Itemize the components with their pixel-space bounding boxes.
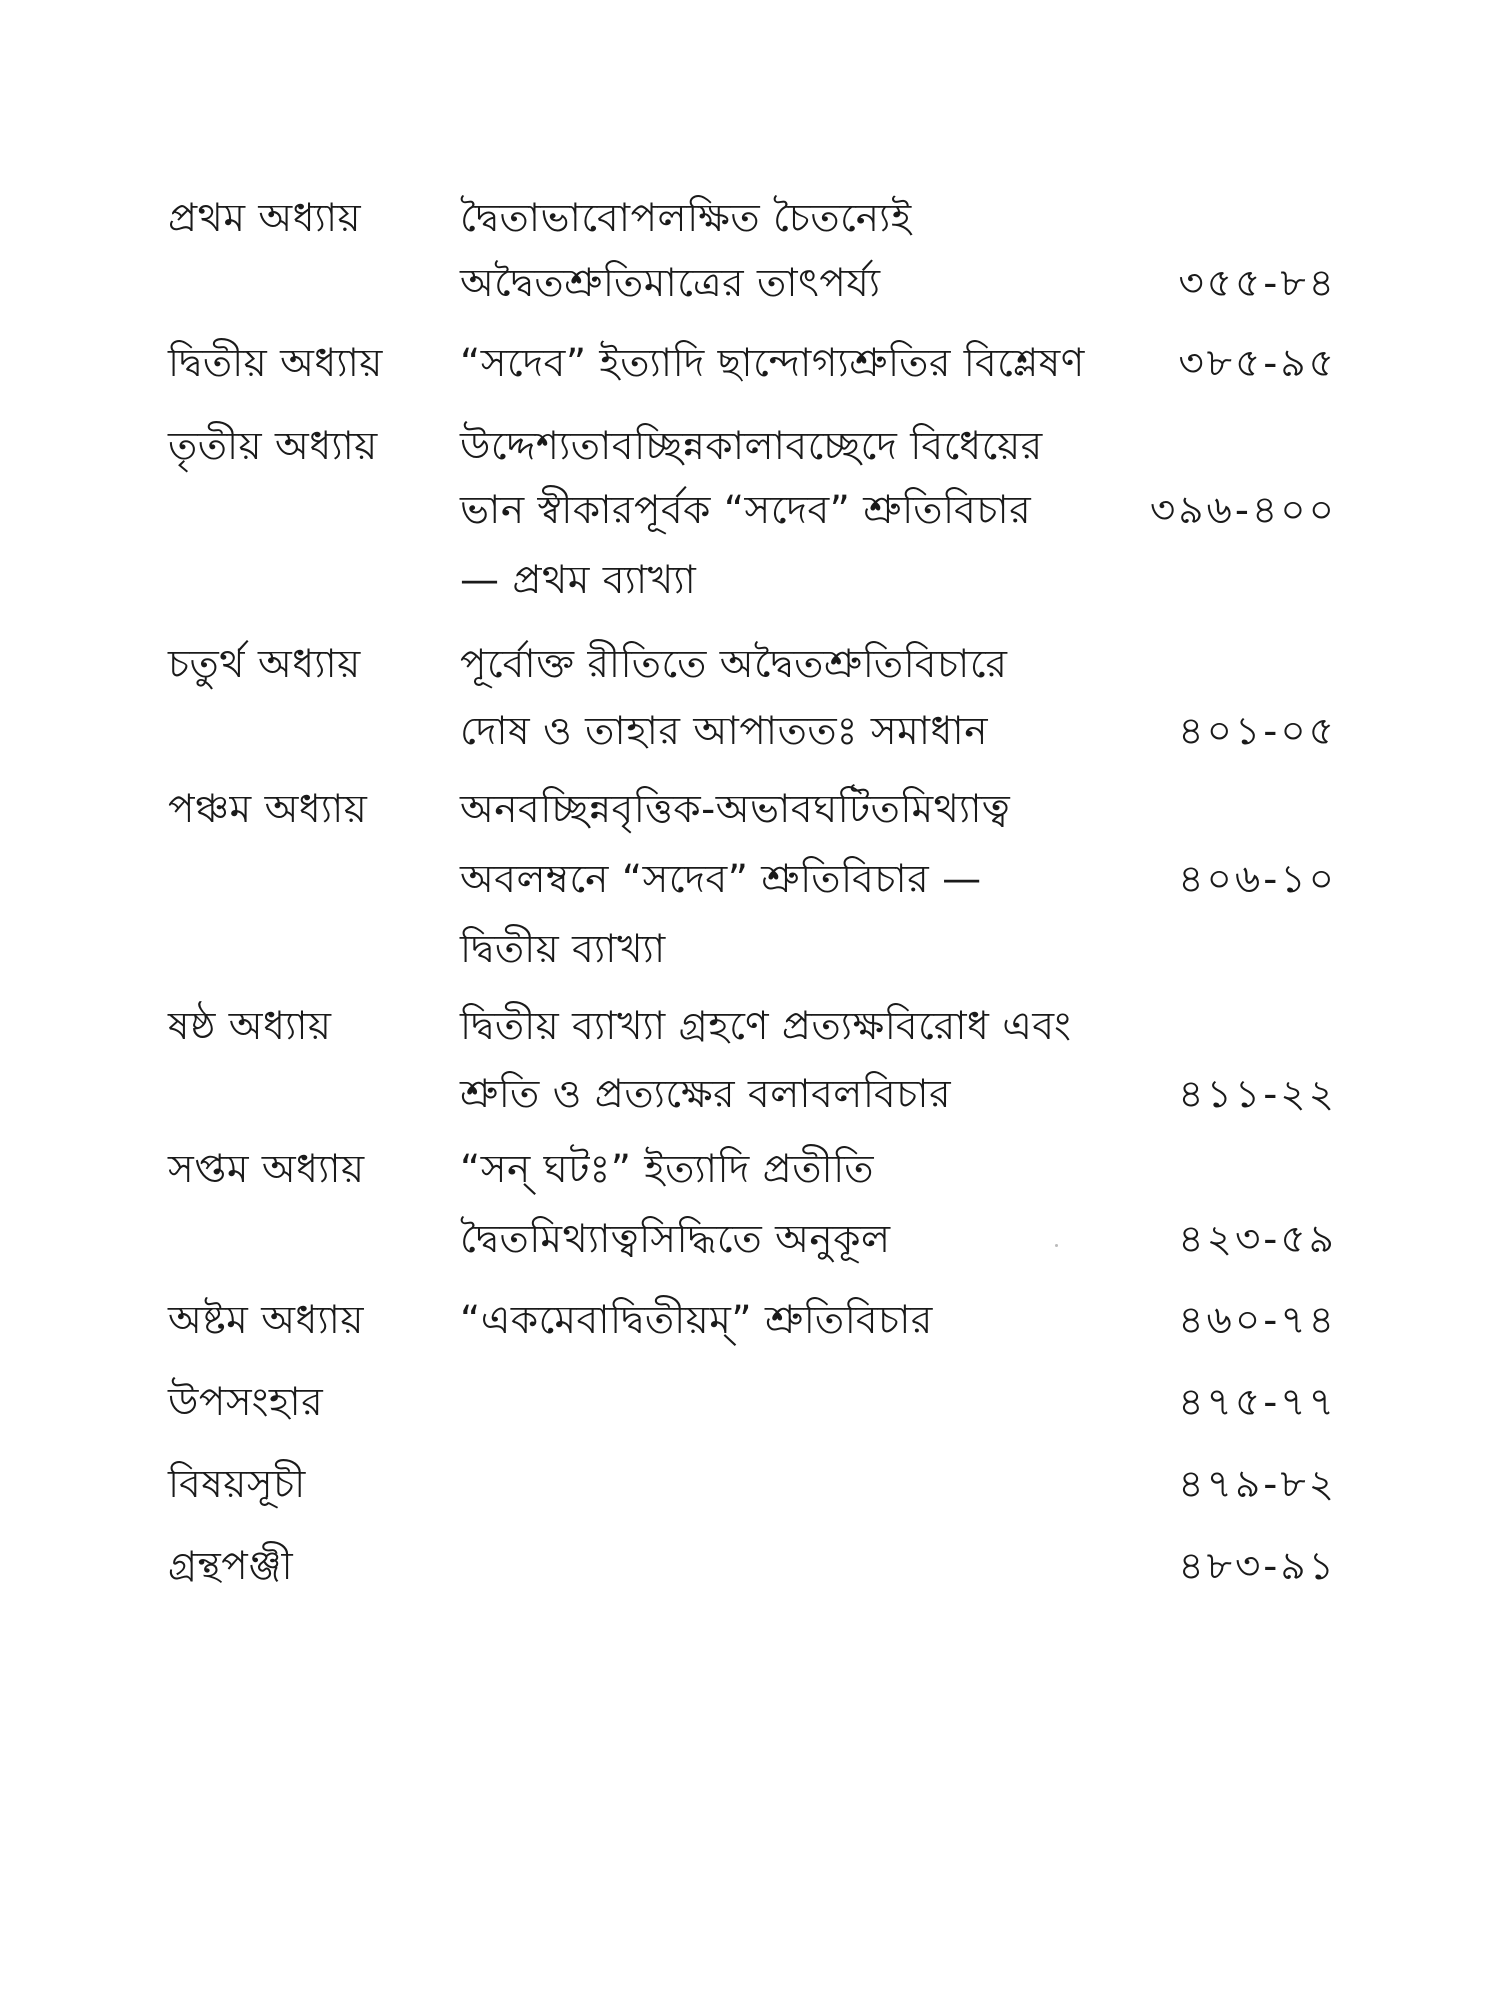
entry-title-line: দ্বৈতাভাবোপলক্ষিত চৈতন্যেই: [460, 196, 912, 241]
page-range: ৩৫৫-৮৪: [1178, 261, 1337, 306]
entry-title-line: দ্বিতীয় ব্যাখ্যা: [460, 927, 666, 972]
page-range: ৪২৩-৫৯: [1178, 1217, 1337, 1262]
page-range: ৪৮৩-৯১: [1178, 1544, 1337, 1589]
chapter-label: গ্রন্থপঞ্জী: [168, 1544, 294, 1589]
chapter-label: সপ্তম অধ্যায়: [168, 1147, 365, 1192]
entry-title-line: দ্বৈতমিথ্যাত্বসিদ্ধিতে অনুকূল: [460, 1217, 891, 1262]
page-range: ৪৭৯-৮২: [1178, 1462, 1337, 1507]
page-range: ৩৮৫-৯৫: [1178, 341, 1337, 386]
entry-title-line: শ্রুতি ও প্রত্যক্ষের বলাবলবিচার: [460, 1072, 952, 1117]
entry-title-line: দোষ ও তাহার আপাততঃ সমাধান: [460, 709, 989, 754]
entry-title-line: দ্বিতীয় ব্যাখ্যা গ্রহণে প্রত্যক্ষবিরোধ এবং: [460, 1004, 1072, 1049]
entry-title-line: “সন্ ঘটঃ” ইত্যাদি প্রতীতি: [460, 1147, 875, 1192]
chapter-label: বিষয়সূচী: [168, 1462, 306, 1507]
chapter-label: অষ্টম অধ্যায়: [168, 1298, 364, 1343]
page-range: ৪৬০-৭৪: [1178, 1298, 1337, 1343]
page-range: ৪০৬-১০: [1178, 857, 1337, 902]
entry-title-line: ভান স্বীকারপূর্বক “সদেব” শ্রুতিবিচার: [460, 488, 1032, 533]
page-range: ৪০১-০৫: [1178, 709, 1337, 754]
chapter-label: তৃতীয় অধ্যায়: [168, 424, 378, 469]
entry-title-line: — প্রথম ব্যাখ্যা: [460, 558, 697, 603]
entry-title-line: অবলম্বনে “সদেব” শ্রুতিবিচার —: [460, 857, 982, 902]
entry-title-line: “একমেবাদ্বিতীয়ম্” শ্রুতিবিচার: [460, 1298, 933, 1343]
chapter-label: ষষ্ঠ অধ্যায়: [168, 1004, 332, 1049]
chapter-label: দ্বিতীয় অধ্যায়: [168, 341, 383, 386]
entry-title-line: অদ্বৈতশ্রুতিমাত্রের তাৎপর্য্য: [460, 261, 881, 306]
page-range: ৪৭৫-৭৭: [1178, 1380, 1337, 1425]
entry-title-line: পূর্বোক্ত রীতিতে অদ্বৈতশ্রুতিবিচারে: [460, 642, 1008, 687]
chapter-label: চতুর্থ অধ্যায়: [168, 642, 361, 687]
entry-title-line: “সদেব” ইত্যাদি ছান্দোগ্যশ্রুতির বিশ্লেষণ: [460, 341, 1085, 386]
page-range: ৩৯৬-৪০০: [1149, 488, 1337, 533]
chapter-label: পঞ্চম অধ্যায়: [168, 787, 368, 832]
entry-title-line: উদ্দেশ্যতাবচ্ছিন্নকালাবচ্ছেদে বিধেয়ের: [460, 424, 1043, 469]
chapter-label: প্রথম অধ্যায়: [168, 196, 362, 241]
page-range: ৪১১-২২: [1178, 1072, 1337, 1117]
scan-speck: [1055, 1244, 1058, 1247]
chapter-label: উপসংহার: [168, 1380, 324, 1425]
entry-title-line: অনবচ্ছিন্নবৃত্তিক-অভাবঘটিতমিথ্যাত্ব: [460, 787, 1011, 832]
